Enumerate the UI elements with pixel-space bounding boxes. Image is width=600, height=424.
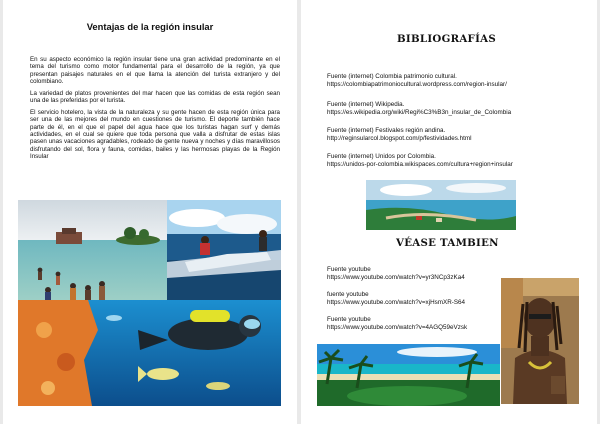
photo-musician <box>501 278 579 404</box>
video-item <box>327 316 507 332</box>
bibliography-item <box>327 127 593 143</box>
article-body <box>30 56 280 165</box>
video-url[interactable]: https://www.youtube.com/watch?v=yr3NCp3zKa4 <box>327 273 465 281</box>
left-page <box>3 0 297 424</box>
right-page <box>301 0 597 424</box>
photo-fishermen-net <box>167 200 281 302</box>
bibliography-source: Fuente (internet) Wikipedia. <box>327 101 405 108</box>
bibliography-title: BIBLIOGRAFÍAS <box>397 33 497 45</box>
paragraph-economy: En su aspecto económico la región insular tiene una gran actividad predominante en el tema del turismo como motor fundamental para el desarrollo de la región, ya que presentan paisajes naturales en el que llama la atención del turista extranjero y del colombiano. <box>30 56 280 86</box>
video-url[interactable]: https://www.youtube.com/watch?v=xjHsmXR-S64 <box>327 298 466 306</box>
bibliography-source: Fuente (internet) Unidos por Colombia. <box>327 153 436 160</box>
photo-islet-boats <box>18 200 167 302</box>
paragraph-hotels: El servicio hotelero, la vista de la naturaleza y su gente hacen de esta región única para ser una de las mejores del mundo en cuestiones de turismo. El deporte también hace parte de él, en el que el papel del agua hace que los turistas hagan surf y demás actividades, en el cual se quiere que toda persona que valla a disfrutar de estas islas pasen unas vacaciones agradables, rodeado de gente nueva y noches y días maravillosos disfrutando del sol, flora y fauna, comidas, bailes y las hermosas playas de la Región Insular <box>30 108 280 161</box>
bibliography-source: Fuente (internet) Festivales región andina. <box>327 127 446 134</box>
bibliography-item <box>327 153 593 169</box>
see-also-title: VÉASE TAMBIEN <box>396 237 499 249</box>
video-source: Fuente youtube <box>327 316 371 323</box>
paragraph-food: La variedad de platos provenientes del mar hacen que las comidas de esta región sean una de las preferidas por el turista. <box>30 89 280 105</box>
video-url[interactable]: https://www.youtube.com/watch?v=4AGQ59eVzsk <box>327 323 468 331</box>
page-title: Ventajas de la región insular <box>86 21 214 32</box>
video-item <box>327 266 507 282</box>
bibliography-url[interactable]: https://unidos-por-colombia.wikispaces.com/cultura+region+insular <box>327 160 513 168</box>
video-source: Fuente youtube <box>327 266 371 273</box>
video-item <box>327 291 507 307</box>
bibliography-url[interactable]: https://colombiapatrimoniocultural.wordpress.com/region-insular/ <box>327 80 507 88</box>
bibliography-source: Fuente (internet) Colombia patrimonio cultural. <box>327 73 457 80</box>
bibliography-item <box>327 101 593 117</box>
bibliography-item <box>327 73 593 89</box>
photo-diver <box>18 300 281 406</box>
photo-coast-aerial <box>366 180 516 230</box>
bibliography-url[interactable]: https://es.wikipedia.org/wiki/Regi%C3%B3n_insular_de_Colombia <box>327 108 512 116</box>
bibliography-url[interactable]: http://reginsularcol.blogspot.com/p/festividades.html <box>327 134 472 142</box>
video-source: fuente youtube <box>327 291 369 298</box>
photo-beach-palms <box>317 344 500 406</box>
